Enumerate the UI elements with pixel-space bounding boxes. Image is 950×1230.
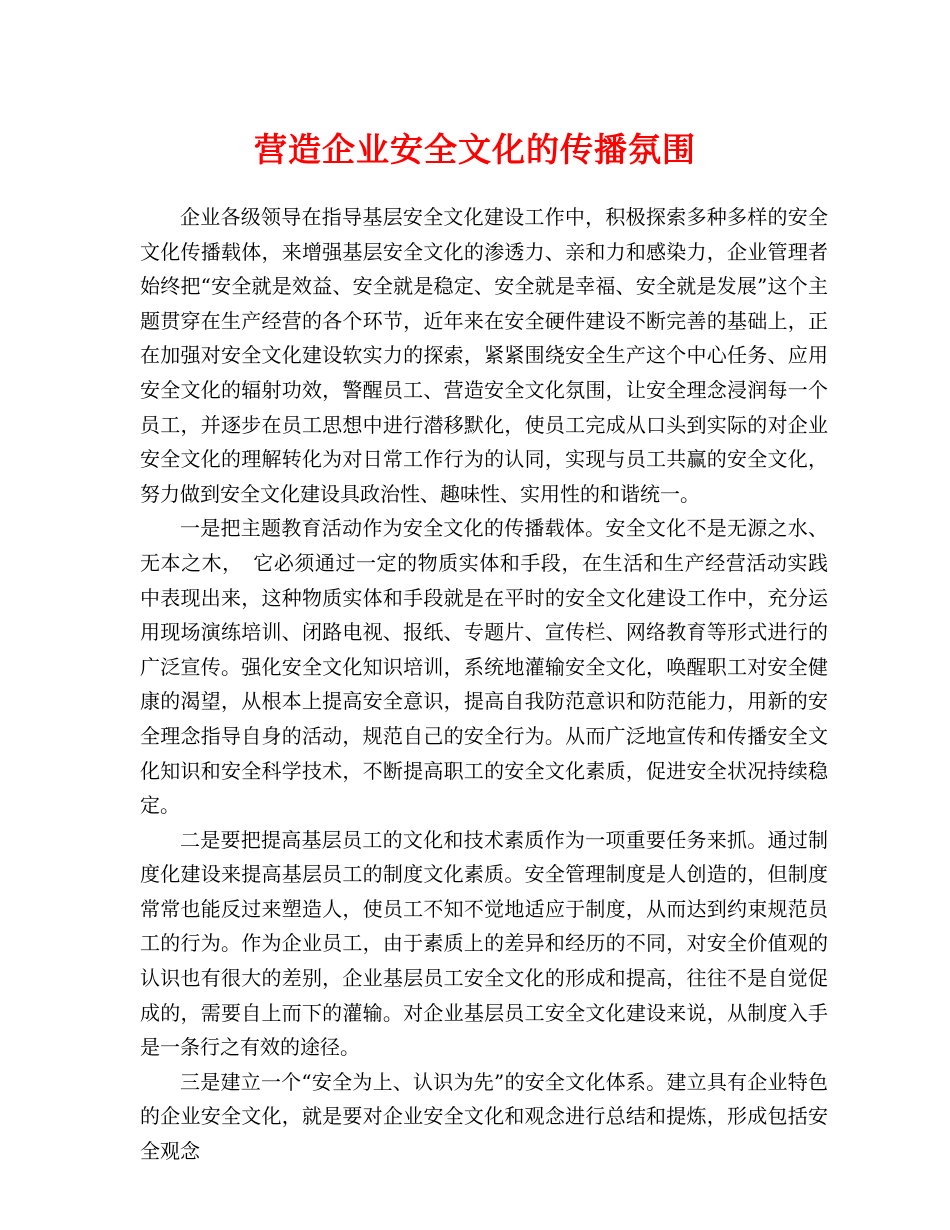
paragraph-point-one: 一是把主题教育活动作为安全文化的传播载体。安全文化不是无源之水、无本之木， 它必须通过一定的物质实体和手段，在生活和生产经营活动实践中表现出来，这种物质实体和手段就是在平时的安全文化建设工作中，充分运用现场演练培训、闭路电视、报纸、专题片、宣传栏、网络教育等形式进行的广泛宣传。强化安全文化知识培训，系统地灌输安全文化，唤醒职工对安全健康的渴望，从根本上提高安全意识，提高自我防范意识和防范能力，用新的安全理念指导自身的活动，规范自己的安全行为。从而广泛地宣传和传播安全文化知识和安全科学技术，不断提高职工的安全文化素质，促进安全状况持续稳定。 <box>140 516 828 818</box>
document-title: 营造企业安全文化的传播氛围 <box>254 130 696 169</box>
paragraph-point-two: 二是要把提高基层员工的文化和技术素质作为一项重要任务来抓。通过制度化建设来提高基层员工的制度文化素质。安全管理制度是人创造的，但制度常常也能反过来塑造人，使员工不知不觉地适应于制度，从而达到约束规范员工的行为。作为企业员工，由于素质上的差异和经历的不同，对安全价值观的认识也有很大的差别，企业基层员工安全文化的形成和提高，往往不是自觉促成的，需要自上而下的灌输。对企业基层员工安全文化建设来说，从制度入手是一条行之有效的途径。 <box>140 827 828 1060</box>
paragraph-point-three: 三是建立一个“安全为上、认识为先”的安全文化体系。建立具有企业特色的企业安全文化，就是要对企业安全文化和观念进行总结和提炼，形成包括安全观念 <box>140 1069 828 1164</box>
document-body <box>140 200 828 1169</box>
paragraph-intro: 企业各级领导在指导基层安全文化建设工作中，积极探索多种多样的安全文化传播载体，来增强基层安全文化的渗透力、亲和力和感染力，企业管理者始终把“安全就是效益、安全就是稳定、安全就是幸福、安全就是发展”这个主题贯穿在生产经营的各个环节，近年来在安全硬件建设不断完善的基础上，正在加强对安全文化建设软实力的探索，紧紧围绕安全生产这个中心任务、应用安全文化的辐射功效，警醒员工、营造安全文化氛围，让安全理念浸润每一个员工，并逐步在员工思想中进行潜移默化，使员工完成从口头到实际的对企业安全文化的理解转化为对日常工作行为的认同，实现与员工共赢的安全文化，努力做到安全文化建设具政治性、趣味性、实用性的和谐统一。 <box>140 205 828 506</box>
